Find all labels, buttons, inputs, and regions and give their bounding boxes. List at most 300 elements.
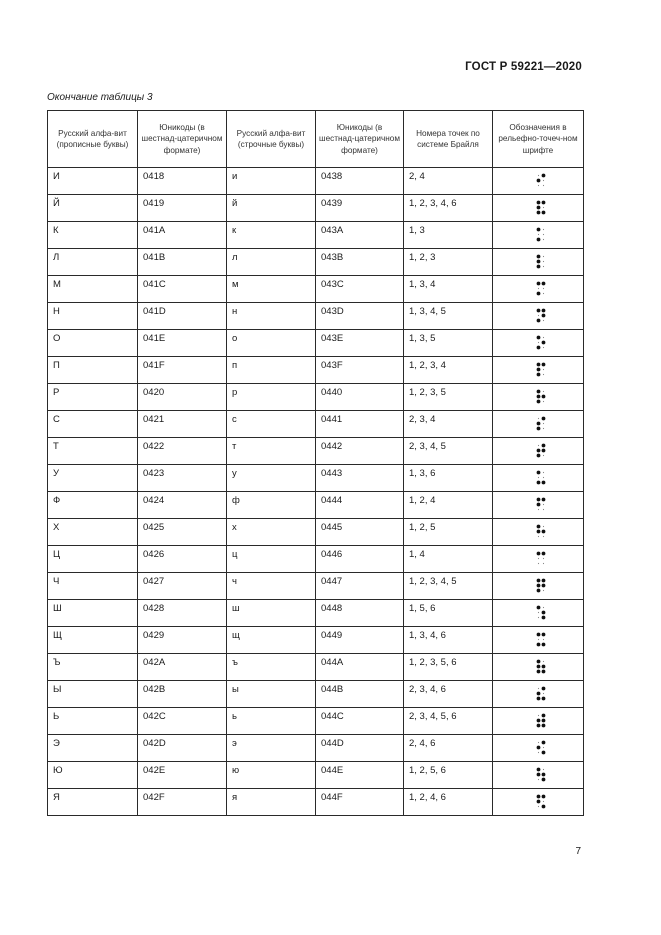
braille-dot-flat bbox=[537, 445, 538, 446]
braille-dot-raised bbox=[536, 773, 540, 777]
braille-dot-flat bbox=[542, 320, 543, 321]
cell-upper-unicode: 041D bbox=[138, 303, 227, 330]
braille-dot-flat bbox=[542, 455, 543, 456]
cell-braille-symbol bbox=[493, 357, 584, 384]
braille-dot-flat bbox=[537, 185, 538, 186]
braille-dot-raised bbox=[536, 589, 540, 593]
cell-upper-letter: У bbox=[48, 465, 138, 492]
cell-lower-unicode: 043F bbox=[316, 357, 404, 384]
braille-cell-icon bbox=[536, 686, 546, 701]
cell-upper-letter: Т bbox=[48, 438, 138, 465]
table-row bbox=[48, 276, 584, 303]
cell-upper-letter: Н bbox=[48, 303, 138, 330]
cell-dot-numbers: 1, 3, 4, 6 bbox=[404, 627, 493, 654]
cell-lower-unicode: 0444 bbox=[316, 492, 404, 519]
braille-dot-raised bbox=[536, 211, 540, 215]
table-row bbox=[48, 330, 584, 357]
cell-braille-symbol bbox=[493, 627, 584, 654]
header-braille-symbol: Обозначения в рельефно-точеч-ном шрифте bbox=[493, 111, 584, 168]
cell-upper-unicode: 0422 bbox=[138, 438, 227, 465]
braille-dot-raised bbox=[536, 449, 540, 453]
braille-dot-flat bbox=[537, 288, 538, 289]
cell-upper-letter: Й bbox=[48, 195, 138, 222]
cell-dot-numbers: 1, 3, 5 bbox=[404, 330, 493, 357]
braille-dot-raised bbox=[536, 422, 540, 426]
braille-dot-flat bbox=[537, 175, 538, 176]
braille-dot-raised bbox=[536, 260, 540, 264]
braille-dot-raised bbox=[541, 751, 545, 755]
braille-dot-raised bbox=[541, 611, 545, 615]
cell-lower-unicode: 044D bbox=[316, 735, 404, 762]
cell-braille-symbol bbox=[493, 735, 584, 762]
braille-dot-raised bbox=[541, 584, 545, 588]
cell-braille-symbol bbox=[493, 222, 584, 249]
braille-dot-raised bbox=[536, 179, 540, 183]
braille-dot-flat bbox=[542, 526, 543, 527]
cell-braille-symbol bbox=[493, 681, 584, 708]
braille-cell-icon bbox=[536, 173, 546, 188]
cell-lower-letter: й bbox=[227, 195, 316, 222]
braille-cell-icon bbox=[536, 659, 546, 674]
braille-cell-icon bbox=[536, 578, 546, 593]
cell-upper-letter: С bbox=[48, 411, 138, 438]
cell-upper-letter: Э bbox=[48, 735, 138, 762]
table-row bbox=[48, 384, 584, 411]
cell-lower-letter: т bbox=[227, 438, 316, 465]
braille-dot-raised bbox=[536, 498, 540, 502]
braille-dot-flat bbox=[542, 266, 543, 267]
cell-upper-unicode: 042D bbox=[138, 735, 227, 762]
cell-lower-unicode: 043E bbox=[316, 330, 404, 357]
braille-dot-raised bbox=[541, 724, 545, 728]
cell-lower-letter: ц bbox=[227, 546, 316, 573]
braille-dot-flat bbox=[542, 293, 543, 294]
braille-dot-raised bbox=[541, 314, 545, 318]
cell-lower-unicode: 0439 bbox=[316, 195, 404, 222]
header-upper-unicode: Юникоды (в шестнад-цатеричном формате) bbox=[138, 111, 227, 168]
cell-dot-numbers: 1, 3, 6 bbox=[404, 465, 493, 492]
cell-upper-letter: Ф bbox=[48, 492, 138, 519]
cell-braille-symbol bbox=[493, 600, 584, 627]
braille-dot-raised bbox=[536, 390, 540, 394]
cell-braille-symbol bbox=[493, 519, 584, 546]
cell-upper-letter: Л bbox=[48, 249, 138, 276]
cell-lower-unicode: 0448 bbox=[316, 600, 404, 627]
braille-dot-flat bbox=[537, 742, 538, 743]
cell-braille-symbol bbox=[493, 438, 584, 465]
cell-lower-letter: к bbox=[227, 222, 316, 249]
braille-dot-flat bbox=[542, 536, 543, 537]
braille-dot-raised bbox=[536, 724, 540, 728]
cell-upper-unicode: 041E bbox=[138, 330, 227, 357]
braille-dot-flat bbox=[542, 207, 543, 208]
braille-dot-raised bbox=[541, 201, 545, 205]
cell-braille-symbol bbox=[493, 330, 584, 357]
cell-upper-unicode: 042A bbox=[138, 654, 227, 681]
braille-table bbox=[47, 110, 584, 816]
cell-upper-unicode: 041C bbox=[138, 276, 227, 303]
cell-upper-letter: Х bbox=[48, 519, 138, 546]
braille-cell-icon bbox=[536, 443, 546, 458]
cell-upper-unicode: 042E bbox=[138, 762, 227, 789]
braille-dot-flat bbox=[537, 779, 538, 780]
braille-dot-raised bbox=[536, 643, 540, 647]
braille-cell-icon bbox=[536, 605, 546, 620]
cell-lower-letter: м bbox=[227, 276, 316, 303]
braille-dot-raised bbox=[536, 525, 540, 529]
braille-cell-icon bbox=[536, 416, 546, 431]
braille-dot-raised bbox=[536, 346, 540, 350]
cell-upper-letter: Щ bbox=[48, 627, 138, 654]
page-number: 7 bbox=[575, 846, 581, 857]
braille-dot-flat bbox=[542, 563, 543, 564]
braille-cell-icon bbox=[536, 524, 546, 539]
braille-dot-flat bbox=[537, 558, 538, 559]
cell-lower-letter: ы bbox=[227, 681, 316, 708]
braille-dot-raised bbox=[541, 579, 545, 583]
cell-dot-numbers: 2, 3, 4, 5, 6 bbox=[404, 708, 493, 735]
braille-dot-flat bbox=[537, 715, 538, 716]
braille-dot-flat bbox=[537, 536, 538, 537]
cell-upper-unicode: 0418 bbox=[138, 168, 227, 195]
braille-dot-raised bbox=[536, 471, 540, 475]
table-row bbox=[48, 735, 584, 762]
braille-dot-raised bbox=[541, 773, 545, 777]
braille-dot-raised bbox=[536, 309, 540, 313]
braille-cell-icon bbox=[536, 281, 546, 296]
braille-dot-raised bbox=[541, 282, 545, 286]
cell-dot-numbers: 1, 2, 3, 4 bbox=[404, 357, 493, 384]
table-row bbox=[48, 303, 584, 330]
braille-dot-raised bbox=[541, 552, 545, 556]
braille-dot-flat bbox=[542, 347, 543, 348]
braille-dot-flat bbox=[537, 612, 538, 613]
table-row bbox=[48, 492, 584, 519]
cell-upper-unicode: 0424 bbox=[138, 492, 227, 519]
cell-lower-letter: ф bbox=[227, 492, 316, 519]
cell-dot-numbers: 2, 4, 6 bbox=[404, 735, 493, 762]
cell-lower-letter: э bbox=[227, 735, 316, 762]
braille-dot-raised bbox=[536, 692, 540, 696]
braille-cell-icon bbox=[536, 389, 546, 404]
braille-dot-raised bbox=[541, 363, 545, 367]
braille-dot-flat bbox=[542, 590, 543, 591]
cell-lower-unicode: 044C bbox=[316, 708, 404, 735]
braille-dot-flat bbox=[542, 639, 543, 640]
braille-dot-raised bbox=[536, 530, 540, 534]
braille-dot-flat bbox=[537, 752, 538, 753]
cell-dot-numbers: 1, 2, 3, 4, 6 bbox=[404, 195, 493, 222]
braille-cell-icon bbox=[536, 713, 546, 728]
braille-dot-raised bbox=[536, 584, 540, 588]
braille-dot-raised bbox=[536, 579, 540, 583]
cell-upper-letter: Ь bbox=[48, 708, 138, 735]
table-row bbox=[48, 654, 584, 681]
braille-dot-raised bbox=[536, 336, 540, 340]
braille-dot-raised bbox=[536, 633, 540, 637]
cell-braille-symbol bbox=[493, 411, 584, 438]
braille-dot-flat bbox=[537, 509, 538, 510]
cell-upper-unicode: 0420 bbox=[138, 384, 227, 411]
braille-cell-icon bbox=[536, 470, 546, 485]
cell-dot-numbers: 1, 5, 6 bbox=[404, 600, 493, 627]
cell-lower-letter: и bbox=[227, 168, 316, 195]
cell-upper-letter: Я bbox=[48, 789, 138, 816]
braille-dot-raised bbox=[536, 503, 540, 507]
braille-dot-flat bbox=[537, 806, 538, 807]
braille-dot-flat bbox=[537, 639, 538, 640]
braille-dot-raised bbox=[536, 719, 540, 723]
braille-dot-raised bbox=[536, 265, 540, 269]
braille-dot-flat bbox=[542, 472, 543, 473]
cell-dot-numbers: 1, 2, 3, 5, 6 bbox=[404, 654, 493, 681]
braille-dot-flat bbox=[542, 801, 543, 802]
braille-dot-raised bbox=[541, 778, 545, 782]
table-row bbox=[48, 222, 584, 249]
cell-dot-numbers: 1, 2, 3, 4, 5 bbox=[404, 573, 493, 600]
braille-dot-flat bbox=[537, 418, 538, 419]
braille-dot-raised bbox=[541, 643, 545, 647]
braille-dot-flat bbox=[542, 239, 543, 240]
cell-braille-symbol bbox=[493, 465, 584, 492]
braille-cell-icon bbox=[536, 362, 546, 377]
cell-dot-numbers: 2, 3, 4, 5 bbox=[404, 438, 493, 465]
cell-upper-letter: К bbox=[48, 222, 138, 249]
cell-braille-symbol bbox=[493, 492, 584, 519]
table-row bbox=[48, 762, 584, 789]
table-row bbox=[48, 168, 584, 195]
braille-dot-flat bbox=[537, 563, 538, 564]
braille-dot-raised bbox=[541, 616, 545, 620]
braille-dot-raised bbox=[541, 530, 545, 534]
cell-dot-numbers: 1, 3 bbox=[404, 222, 493, 249]
braille-dot-raised bbox=[536, 660, 540, 664]
braille-dot-raised bbox=[536, 454, 540, 458]
braille-dot-raised bbox=[536, 206, 540, 210]
braille-cell-icon bbox=[536, 551, 546, 566]
cell-upper-letter: Ч bbox=[48, 573, 138, 600]
standard-code: ГОСТ Р 59221—2020 bbox=[465, 61, 582, 73]
cell-upper-unicode: 0423 bbox=[138, 465, 227, 492]
braille-cell-icon bbox=[536, 200, 546, 215]
braille-dot-raised bbox=[536, 282, 540, 286]
cell-lower-letter: у bbox=[227, 465, 316, 492]
table-row bbox=[48, 411, 584, 438]
braille-dot-flat bbox=[542, 374, 543, 375]
braille-dot-raised bbox=[541, 395, 545, 399]
braille-dot-flat bbox=[537, 477, 538, 478]
braille-dot-raised bbox=[541, 719, 545, 723]
cell-dot-numbers: 1, 2, 5 bbox=[404, 519, 493, 546]
table-row bbox=[48, 789, 584, 816]
braille-dot-flat bbox=[537, 342, 538, 343]
braille-dot-flat bbox=[542, 423, 543, 424]
braille-dot-flat bbox=[537, 617, 538, 618]
cell-braille-symbol bbox=[493, 303, 584, 330]
cell-lower-unicode: 0449 bbox=[316, 627, 404, 654]
braille-dot-flat bbox=[542, 504, 543, 505]
braille-dot-raised bbox=[536, 427, 540, 431]
cell-upper-unicode: 0426 bbox=[138, 546, 227, 573]
table-row bbox=[48, 573, 584, 600]
cell-lower-unicode: 043C bbox=[316, 276, 404, 303]
cell-upper-letter: П bbox=[48, 357, 138, 384]
table-row bbox=[48, 627, 584, 654]
cell-lower-letter: х bbox=[227, 519, 316, 546]
braille-dot-flat bbox=[542, 229, 543, 230]
cell-braille-symbol bbox=[493, 789, 584, 816]
header-upper-letter: Русский алфа-вит (прописные буквы) bbox=[48, 111, 138, 168]
header-lower-letter: Русский алфа-вит (строчные буквы) bbox=[227, 111, 316, 168]
cell-upper-unicode: 0425 bbox=[138, 519, 227, 546]
braille-dot-flat bbox=[542, 477, 543, 478]
braille-dot-flat bbox=[542, 185, 543, 186]
braille-dot-raised bbox=[541, 444, 545, 448]
cell-dot-numbers: 1, 2, 3 bbox=[404, 249, 493, 276]
cell-braille-symbol bbox=[493, 249, 584, 276]
braille-dot-flat bbox=[542, 509, 543, 510]
braille-dot-flat bbox=[542, 747, 543, 748]
cell-dot-numbers: 1, 2, 4 bbox=[404, 492, 493, 519]
cell-upper-unicode: 041F bbox=[138, 357, 227, 384]
table-row bbox=[48, 195, 584, 222]
table-row bbox=[48, 465, 584, 492]
cell-lower-letter: я bbox=[227, 789, 316, 816]
table-row bbox=[48, 357, 584, 384]
cell-upper-unicode: 042C bbox=[138, 708, 227, 735]
braille-dot-raised bbox=[541, 417, 545, 421]
header-dot-numbers: Номера точек по системе Брайля bbox=[404, 111, 493, 168]
braille-dot-raised bbox=[536, 373, 540, 377]
cell-dot-numbers: 1, 2, 5, 6 bbox=[404, 762, 493, 789]
cell-lower-letter: с bbox=[227, 411, 316, 438]
braille-dot-flat bbox=[542, 558, 543, 559]
table-row bbox=[48, 600, 584, 627]
braille-dot-flat bbox=[537, 315, 538, 316]
braille-dot-flat bbox=[537, 234, 538, 235]
cell-lower-unicode: 0440 bbox=[316, 384, 404, 411]
cell-braille-symbol bbox=[493, 276, 584, 303]
cell-upper-letter: Ы bbox=[48, 681, 138, 708]
cell-upper-unicode: 0427 bbox=[138, 573, 227, 600]
braille-cell-icon bbox=[536, 254, 546, 269]
table-row bbox=[48, 681, 584, 708]
braille-dot-raised bbox=[541, 795, 545, 799]
cell-lower-unicode: 0438 bbox=[316, 168, 404, 195]
cell-lower-letter: ш bbox=[227, 600, 316, 627]
cell-lower-unicode: 044B bbox=[316, 681, 404, 708]
cell-lower-unicode: 043B bbox=[316, 249, 404, 276]
braille-dot-raised bbox=[536, 552, 540, 556]
braille-dot-raised bbox=[536, 670, 540, 674]
cell-upper-letter: Ш bbox=[48, 600, 138, 627]
cell-upper-unicode: 0428 bbox=[138, 600, 227, 627]
braille-cell-icon bbox=[536, 794, 546, 809]
braille-dot-raised bbox=[541, 670, 545, 674]
braille-dot-raised bbox=[536, 363, 540, 367]
cell-upper-letter: Ъ bbox=[48, 654, 138, 681]
cell-dot-numbers: 2, 3, 4 bbox=[404, 411, 493, 438]
cell-braille-symbol bbox=[493, 168, 584, 195]
braille-dot-flat bbox=[542, 288, 543, 289]
cell-lower-unicode: 044F bbox=[316, 789, 404, 816]
braille-dot-flat bbox=[542, 369, 543, 370]
table-caption: Окончание таблицы 3 bbox=[47, 92, 153, 103]
braille-dot-raised bbox=[541, 697, 545, 701]
cell-braille-symbol bbox=[493, 546, 584, 573]
cell-upper-unicode: 041B bbox=[138, 249, 227, 276]
cell-lower-letter: р bbox=[227, 384, 316, 411]
cell-lower-unicode: 0442 bbox=[316, 438, 404, 465]
braille-dot-raised bbox=[541, 741, 545, 745]
braille-cell-icon bbox=[536, 740, 546, 755]
cell-braille-symbol bbox=[493, 573, 584, 600]
braille-cell-icon bbox=[536, 227, 546, 242]
cell-lower-letter: л bbox=[227, 249, 316, 276]
braille-dot-raised bbox=[541, 714, 545, 718]
cell-lower-unicode: 0447 bbox=[316, 573, 404, 600]
braille-dot-raised bbox=[536, 606, 540, 610]
braille-dot-raised bbox=[541, 341, 545, 345]
cell-lower-unicode: 0441 bbox=[316, 411, 404, 438]
cell-upper-unicode: 0429 bbox=[138, 627, 227, 654]
braille-dot-flat bbox=[542, 428, 543, 429]
cell-dot-numbers: 1, 3, 4, 5 bbox=[404, 303, 493, 330]
cell-upper-letter: М bbox=[48, 276, 138, 303]
cell-lower-unicode: 0445 bbox=[316, 519, 404, 546]
braille-cell-icon bbox=[536, 335, 546, 350]
braille-dot-flat bbox=[542, 607, 543, 608]
braille-dot-raised bbox=[541, 449, 545, 453]
cell-lower-letter: щ bbox=[227, 627, 316, 654]
braille-dot-raised bbox=[536, 795, 540, 799]
cell-lower-letter: н bbox=[227, 303, 316, 330]
cell-lower-unicode: 044A bbox=[316, 654, 404, 681]
braille-dot-flat bbox=[542, 661, 543, 662]
braille-dot-raised bbox=[536, 201, 540, 205]
braille-dot-raised bbox=[536, 768, 540, 772]
cell-dot-numbers: 1, 2, 4, 6 bbox=[404, 789, 493, 816]
table-row bbox=[48, 438, 584, 465]
braille-dot-flat bbox=[542, 391, 543, 392]
cell-braille-symbol bbox=[493, 654, 584, 681]
braille-dot-flat bbox=[542, 693, 543, 694]
braille-dot-raised bbox=[536, 228, 540, 232]
braille-dot-flat bbox=[542, 337, 543, 338]
cell-braille-symbol bbox=[493, 708, 584, 735]
cell-lower-unicode: 0446 bbox=[316, 546, 404, 573]
cell-upper-letter: Ю bbox=[48, 762, 138, 789]
braille-dot-flat bbox=[542, 234, 543, 235]
cell-lower-unicode: 044E bbox=[316, 762, 404, 789]
braille-dot-raised bbox=[536, 665, 540, 669]
braille-dot-raised bbox=[536, 395, 540, 399]
braille-cell-icon bbox=[536, 497, 546, 512]
braille-dot-flat bbox=[542, 256, 543, 257]
cell-lower-unicode: 0443 bbox=[316, 465, 404, 492]
braille-dot-flat bbox=[542, 180, 543, 181]
braille-dot-raised bbox=[541, 665, 545, 669]
braille-dot-raised bbox=[541, 687, 545, 691]
cell-lower-letter: ю bbox=[227, 762, 316, 789]
braille-dot-raised bbox=[536, 400, 540, 404]
cell-upper-unicode: 042F bbox=[138, 789, 227, 816]
cell-lower-letter: п bbox=[227, 357, 316, 384]
braille-dot-raised bbox=[536, 292, 540, 296]
cell-dot-numbers: 1, 3, 4 bbox=[404, 276, 493, 303]
table-row bbox=[48, 249, 584, 276]
braille-dot-raised bbox=[541, 309, 545, 313]
